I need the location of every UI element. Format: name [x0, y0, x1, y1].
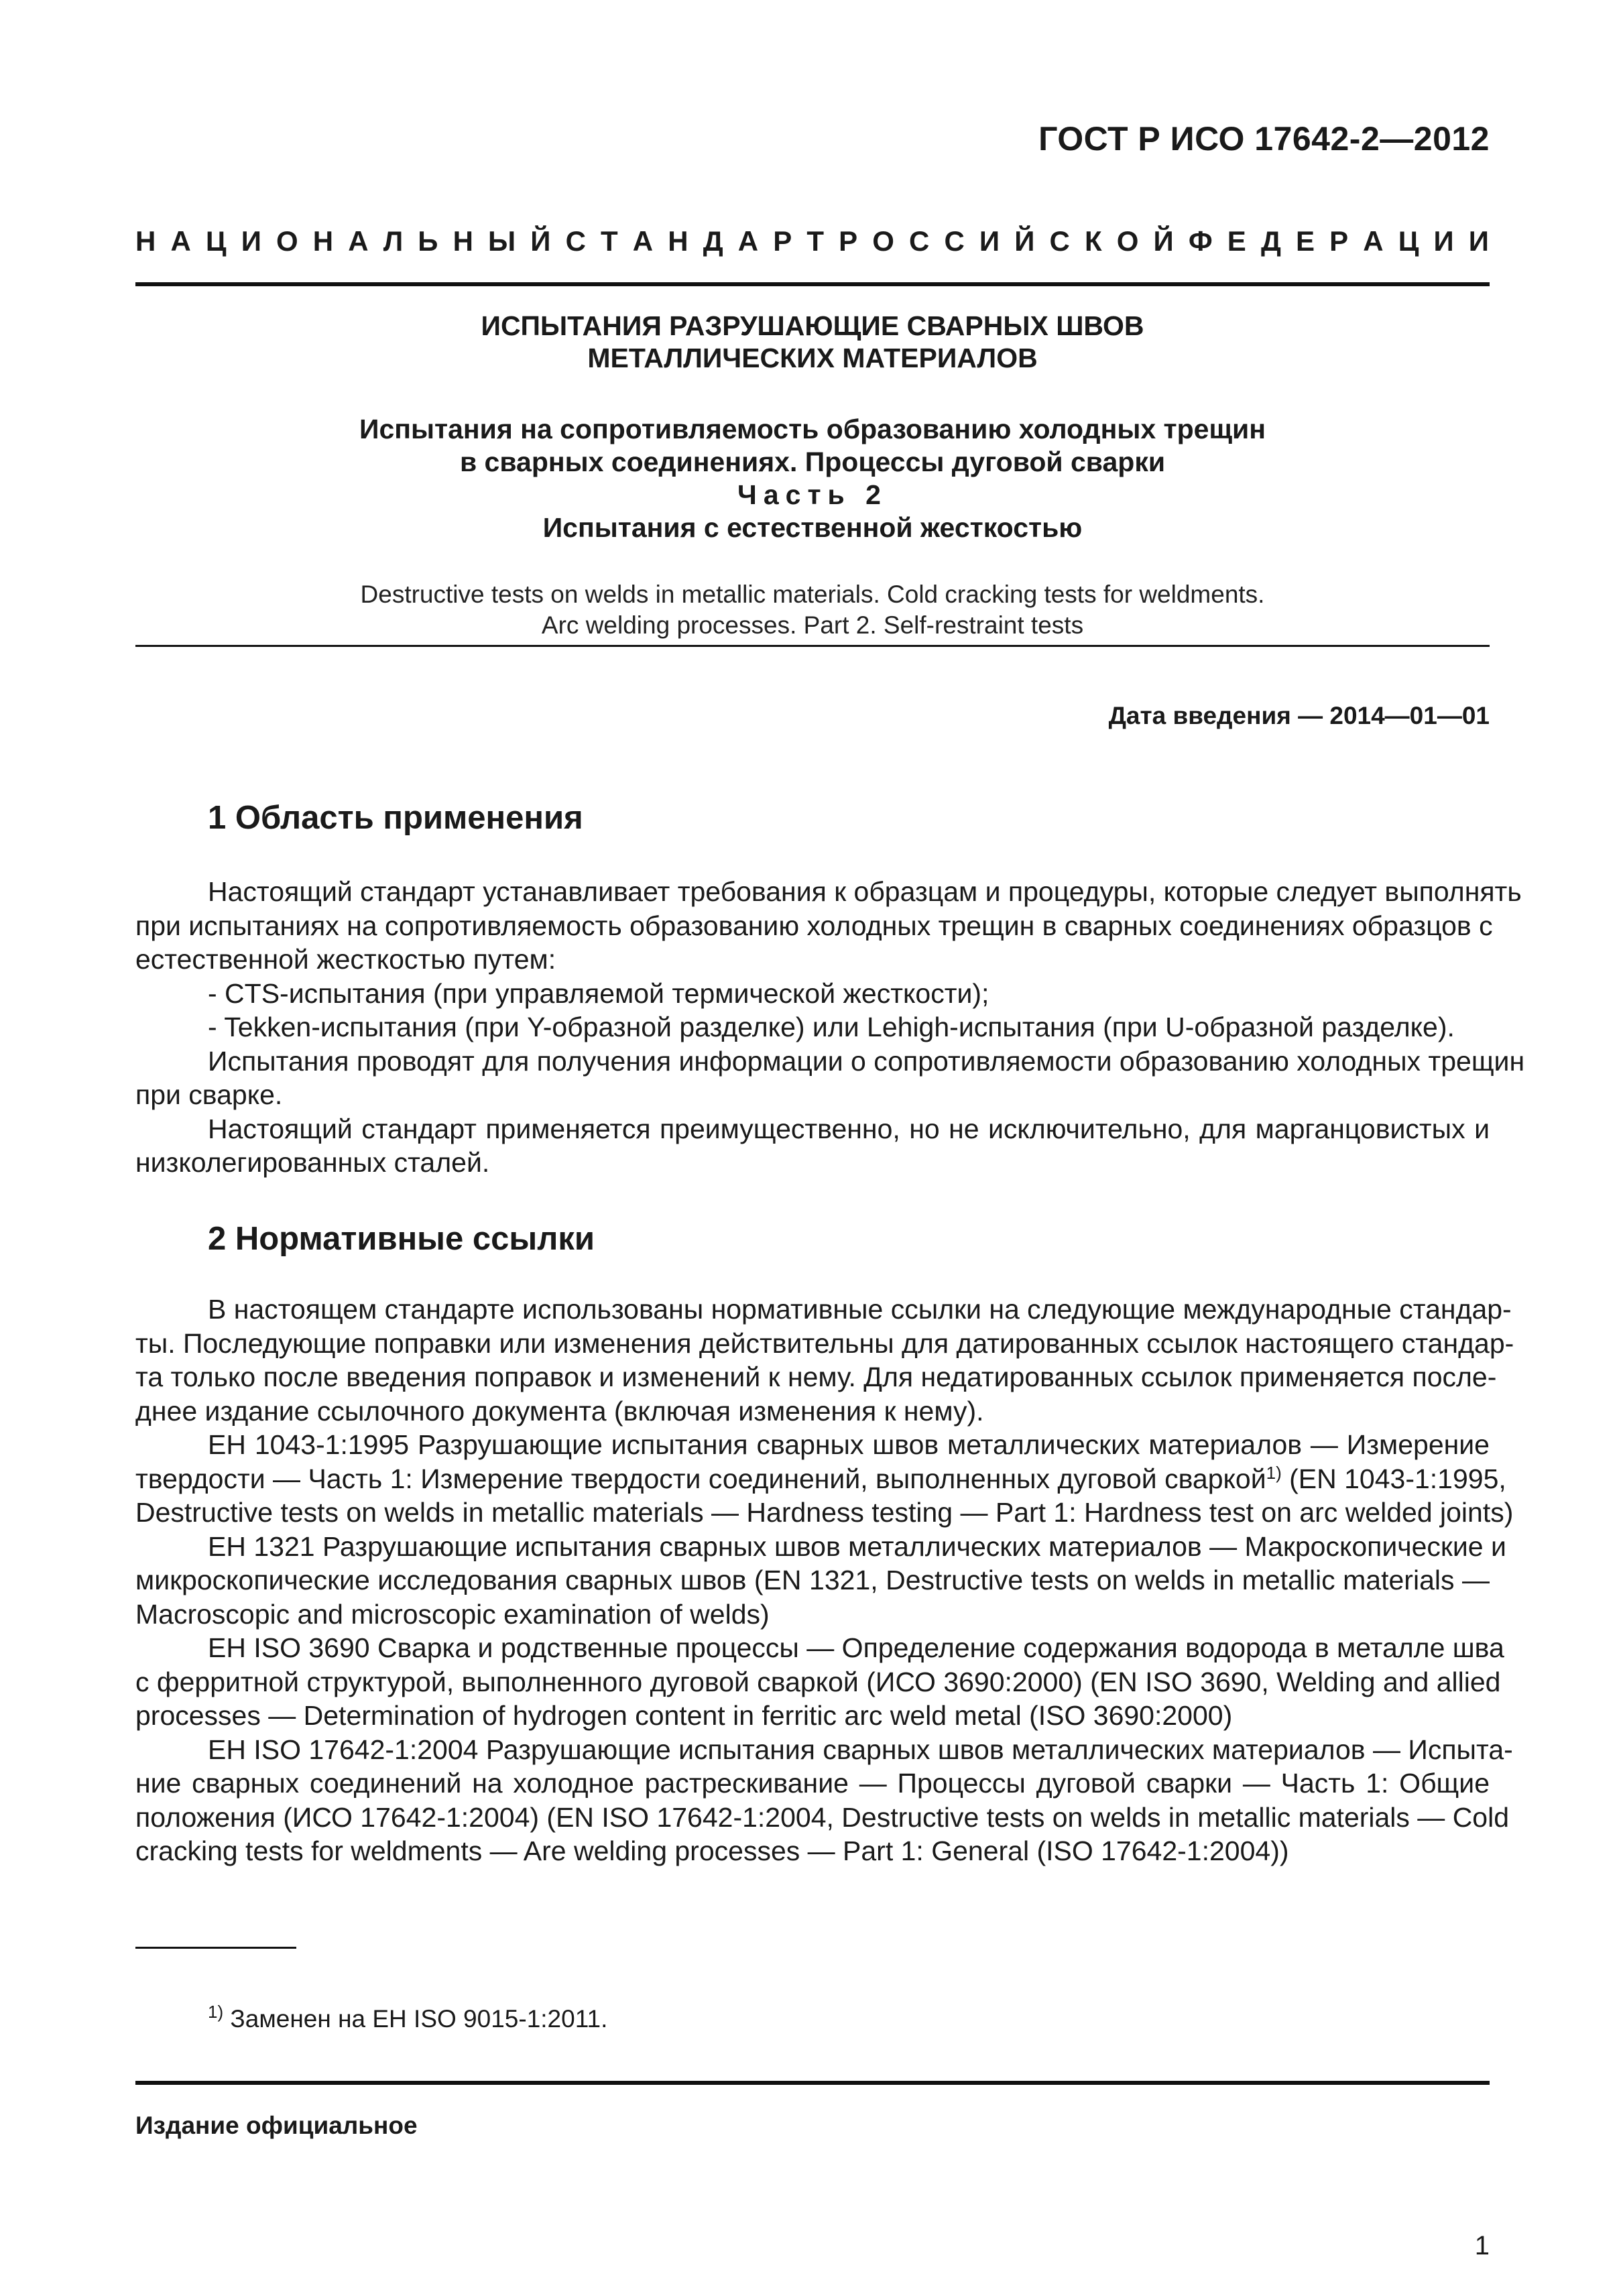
text-line: ЕН ISO 17642-1:2004 Разрушающие испытания сварных швов металлических материалов — Испыта- — [208, 1734, 1513, 1765]
official-edition-label: Издание официальное — [135, 2112, 418, 2139]
text-line: Destructive tests on welds in metallic materials — Hardness testing — Part 1: Hardness test on arc welded joints) — [135, 1497, 1514, 1528]
page-number: 1 — [1474, 2231, 1490, 2260]
english-title-line: Destructive tests on welds in metallic materials. Cold cracking tests for weldments. — [360, 581, 1265, 608]
text-line: Испытания проводят для получения информации о сопротивляемости образованию холодных трещин — [208, 1045, 1525, 1077]
text-line: естественной жесткостью путем: — [135, 944, 556, 975]
text-line: при испытаниях на сопротивляемость образованию холодных трещин в сварных соединениях образцов с — [135, 910, 1493, 941]
subtitle-line: Испытания с естественной жесткостью — [542, 512, 1083, 543]
footnote-reference: 1) — [1266, 1462, 1282, 1483]
part-number: Часть 2 — [737, 479, 888, 510]
text-line — [135, 1462, 1506, 1496]
text-line: с ферритной структурой, выполненного дуговой сваркой (ИСО 3690:2000) (EN ISO 3690, Welding and allied — [135, 1666, 1501, 1697]
footnote-mark: 1) — [208, 2002, 224, 2022]
section-2-heading: 2 Нормативные ссылки — [208, 1221, 595, 1257]
standard-designation: ГОСТ Р ИСО 17642-2—2012 — [1038, 120, 1490, 158]
english-title-line: Arc welding processes. Part 2. Self-restraint tests — [541, 611, 1084, 639]
text-line: - CTS-испытания (при управляемой термической жесткости); — [208, 977, 989, 1009]
footnote-separator — [135, 1947, 296, 1949]
text-line: ние сварных соединений на холодное растрескивание — Процессы дуговой сварки — Часть 1: Общие — [135, 1768, 1490, 1799]
text-line: Macroscopic and microscopic examination of welds) — [135, 1598, 770, 1630]
footnote — [208, 2002, 608, 2033]
text-line: при сварке. — [135, 1079, 283, 1110]
subtitle-line: Испытания на сопротивляемость образованию холодных трещин — [359, 414, 1266, 444]
document-subtitle — [135, 413, 1490, 544]
text-line: - Tekken-испытания (при Y-образной разделке) или Lehigh-испытания (при U-образной разделке). — [208, 1012, 1455, 1042]
document-title — [135, 310, 1490, 374]
title-line: МЕТАЛЛИЧЕСКИХ МАТЕРИАЛОВ — [587, 343, 1038, 373]
section-1-heading: 1 Область применения — [208, 800, 583, 836]
english-title — [135, 579, 1490, 641]
subtitle-line: в сварных соединениях. Процессы дуговой сварки — [459, 446, 1166, 477]
text-line: положения (ИСО 17642-1:2004) (EN ISO 17642-1:2004, Destructive tests on welds in metallic materials — Cold — [135, 1801, 1510, 1833]
national-standard-banner: Н А Ц И О Н А Л Ь Н Ы Й С Т А Н Д А Р Т Р О С С И Й С К О Й Ф Е Д Е Р А Ц И И — [135, 225, 1490, 257]
text-segment: (EN 1043-1:1995, — [1281, 1463, 1506, 1494]
section-2-body — [135, 1292, 1514, 1868]
text-line: processes — Determination of hydrogen content in ferritic arc weld metal (ISO 3690:2000) — [135, 1700, 1233, 1731]
text-line: низколегированных сталей. — [135, 1147, 490, 1178]
introduction-date: Дата введения — 2014—01—01 — [1108, 702, 1490, 729]
text-line: микроскопические исследования сварных швов (EN 1321, Destructive tests on welds in metallic materials — — [135, 1565, 1490, 1595]
text-line: ЕН 1043-1:1995 Разрушающие испытания сварных швов металлических материалов — Измерение — [208, 1429, 1490, 1460]
text-line: ЕН 1321 Разрушающие испытания сварных швов металлических материалов — Макроскопические и — [208, 1530, 1506, 1562]
text-line: Настоящий стандарт устанавливает требования к образцам и процедуры, которые следует выполнять — [208, 876, 1522, 907]
text-line: ты. Последующие поправки или изменения действительны для датированных ссылок настоящего стандар- — [135, 1327, 1514, 1359]
text-line: EH ISO 3690 Сварка и родственные процессы — Определение содержания водорода в металле шва — [208, 1632, 1504, 1663]
text-segment: твердости — Часть 1: Измерение твердости соединений, выполненных дуговой сваркой — [135, 1463, 1266, 1494]
footer-rule — [135, 2081, 1490, 2085]
text-line: та только после введения поправок и изменений к нему. Для недатированных ссылок применяется после- — [135, 1362, 1497, 1392]
footnote-text: Заменен на ЕН ISO 9015-1:2011. — [223, 2005, 608, 2033]
text-line: В настоящем стандарте использованы нормативные ссылки на следующие международные стандар- — [208, 1294, 1512, 1325]
title-line: ИСПЫТАНИЯ РАЗРУШАЮЩИЕ СВАРНЫХ ШВОВ — [481, 310, 1144, 341]
section-1-body — [135, 875, 1525, 1180]
title-rule — [135, 645, 1490, 647]
text-line: днее издание ссылочного документа (включая изменения к нему). — [135, 1395, 984, 1427]
text-line: cracking tests for weldments — Are welding processes — Part 1: General (ISO 17642-1:2004)) — [135, 1835, 1289, 1866]
text-line: Настоящий стандарт применяется преимущественно, но не исключительно, для марганцовистых и — [208, 1113, 1490, 1144]
header-rule — [135, 282, 1490, 286]
